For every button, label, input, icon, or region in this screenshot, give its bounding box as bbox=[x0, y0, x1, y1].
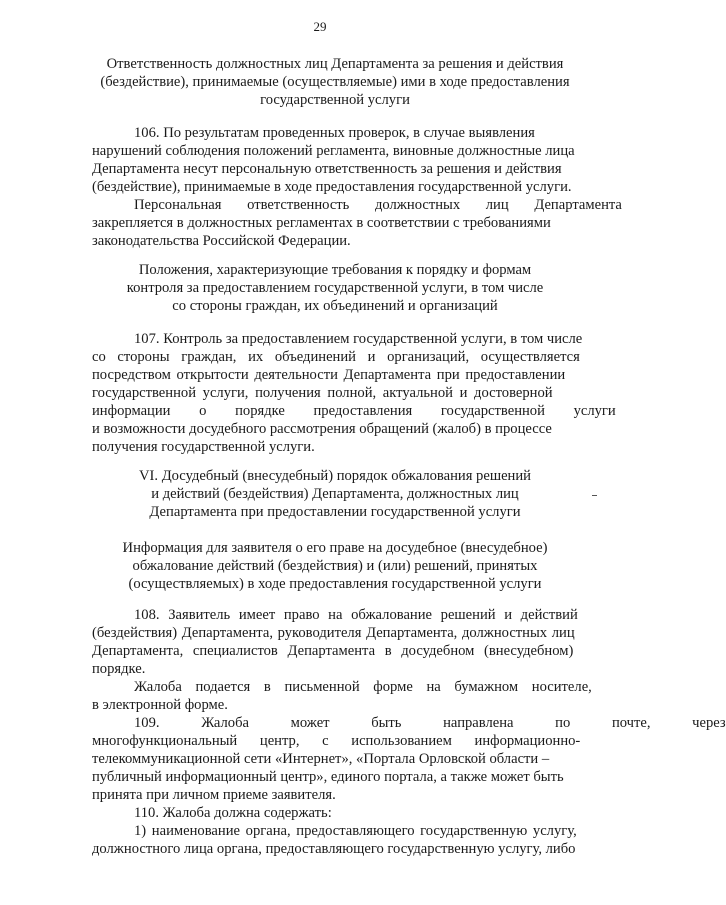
paragraph-109 bbox=[92, 714, 726, 804]
heading-line: VI. Досудебный (внесудебный) порядок обжалования решений bbox=[139, 468, 531, 484]
section-heading-responsibility bbox=[60, 55, 610, 109]
heading-line: государственной услуги bbox=[260, 92, 410, 108]
paragraph-110 bbox=[92, 804, 597, 858]
text-line: нарушений соблюдения положений регламента, виновные должностные лица bbox=[92, 143, 575, 159]
paragraph-106 bbox=[92, 124, 622, 250]
text-line: публичный информационный центр», единого портала, а также может быть bbox=[92, 769, 564, 785]
text-line: (бездействия) Департамента, руководителя Департамента, должностных лиц bbox=[92, 625, 575, 641]
section-heading-control-requirements bbox=[60, 261, 610, 315]
text-line: 108. Заявитель имеет право на обжалование решений и действий bbox=[134, 607, 578, 623]
text-line: в электронной форме. bbox=[92, 697, 228, 713]
text-line: принята при личном приеме заявителя. bbox=[92, 787, 336, 803]
text-line: 109. Жалоба может быть направлена по почте, через bbox=[134, 715, 726, 731]
heading-line: обжалование действий (бездействия) и (или) решений, принятых bbox=[132, 558, 538, 574]
text-line: 1) наименование органа, предоставляющего государственную услугу, bbox=[134, 823, 577, 839]
text-line: 106. По результатам проведенных проверок, в случае выявления bbox=[134, 125, 535, 141]
text-line: многофункциональный центр, с использованием информационно- bbox=[92, 733, 581, 749]
text-line: должностного лица органа, предоставляющего государственную услугу, либо bbox=[92, 841, 576, 857]
paragraph-108 bbox=[92, 606, 597, 714]
page-number: 29 bbox=[313, 19, 327, 34]
section-heading-applicant-information bbox=[60, 539, 610, 593]
text-line: Департамента, специалистов Департамента в досудебном (внесудебном) bbox=[92, 643, 574, 659]
section-heading-vi-pretrial-appeal bbox=[60, 467, 610, 521]
text-line: (бездействие), принимаемые в ходе предоставления государственной услуги. bbox=[92, 179, 572, 195]
text-line: Персональная ответственность должностных лиц Департамента bbox=[134, 197, 622, 213]
heading-line: Положения, характеризующие требования к порядку и формам bbox=[138, 262, 532, 278]
heading-line: Департамента при предоставлении государственной услуги bbox=[149, 504, 521, 520]
text-line: Департамента несут персональную ответственность за решения и действия bbox=[92, 161, 562, 177]
text-line: информации о порядке предоставления государственной услуги bbox=[92, 403, 616, 419]
text-line: государственной услуги, получения полной, актуальной и достоверной bbox=[92, 385, 553, 401]
heading-line: Информация для заявителя о его праве на досудебное (внесудебное) bbox=[122, 540, 548, 556]
text-line: и возможности досудебного рассмотрения обращений (жалоб) в процессе bbox=[92, 421, 552, 437]
text-line: посредством открытости деятельности Департамента при предоставлении bbox=[92, 367, 566, 383]
paragraph-107 bbox=[92, 330, 616, 456]
text-line: закрепляется в должностных регламентах в соответствии с требованиями bbox=[92, 215, 551, 231]
heading-line: и действий (бездействия) Департамента, должностных лиц bbox=[151, 486, 519, 502]
text-line: со стороны граждан, их объединений и организаций, осуществляется bbox=[92, 349, 580, 365]
text-line: получения государственной услуги. bbox=[92, 439, 315, 455]
text-line: 107. Контроль за предоставлением государственной услуги, в том числе bbox=[134, 331, 583, 347]
heading-line: Ответственность должностных лиц Департамента за решения и действия bbox=[106, 56, 564, 72]
text-line: Жалоба подается в письменной форме на бумажном носителе, bbox=[134, 679, 592, 695]
text-line: порядке. bbox=[92, 661, 146, 677]
text-line: телекоммуникационной сети «Интернет», «Портала Орловской области – bbox=[92, 751, 550, 767]
text-line: законодательства Российской Федерации. bbox=[92, 233, 351, 249]
heading-line: контроля за предоставлением государственной услуги, в том числе bbox=[126, 280, 544, 296]
heading-line: со стороны граждан, их объединений и организаций bbox=[172, 298, 498, 314]
text-line: 110. Жалоба должна содержать: bbox=[134, 805, 332, 821]
heading-line: (бездействие), принимаемые (осуществляемые) ими в ходе предоставления bbox=[100, 74, 570, 90]
scan-mark bbox=[592, 495, 597, 496]
heading-line: (осуществляемых) в ходе предоставления государственной услуги bbox=[128, 576, 542, 592]
